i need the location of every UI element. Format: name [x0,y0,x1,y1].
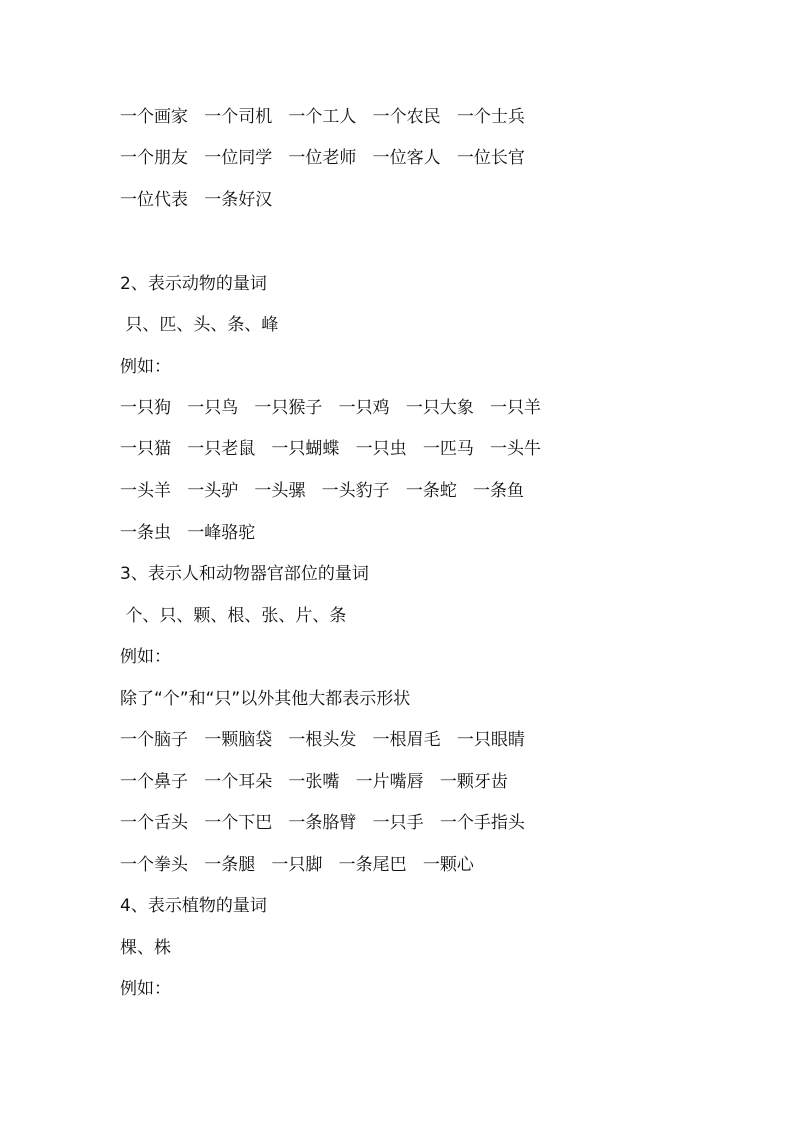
section-heading-organs: 3、表示人和动物器官部位的量词 [120,564,369,584]
organ-examples-line-1: 一个脑子 一颗脑袋 一根头发 一根眉毛 一只眼睛 [120,730,525,750]
animal-examples-line-4: 一条虫 一峰骆驼 [120,523,256,543]
example-label: 例如： [120,979,171,999]
example-label: 例如： [120,647,171,667]
organ-examples-line-3: 一个舌头 一个下巴 一条胳臂 一只手 一个手指头 [120,813,525,833]
animal-examples-line-1: 一只狗 一只鸟 一只猴子 一只鸡 一只大象 一只羊 [120,398,542,418]
animal-examples-line-2: 一只猫 一只老鼠 一只蝴蝶 一只虫 一匹马 一头牛 [120,439,542,459]
animal-classifiers: 只、匹、头、条、峰 [120,315,279,335]
example-label: 例如： [120,357,171,377]
animal-examples-line-3: 一头羊 一头驴 一头骡 一头豹子 一条蛇 一条鱼 [120,481,525,501]
section-heading-plants: 4、表示植物的量词 [120,896,267,916]
plant-classifiers: 棵、株 [120,938,171,958]
people-examples-line-2: 一个朋友 一位同学 一位老师 一位客人 一位长官 [120,148,525,168]
people-examples-line-3: 一位代表 一条好汉 [120,190,273,210]
organ-classifiers: 个、只、颗、根、张、片、条 [120,606,347,626]
organ-note: 除了“个”和“只”以外其他大都表示形状 [120,689,411,709]
organ-examples-line-4: 一个拳头 一条腿 一只脚 一条尾巴 一颗心 [120,855,474,875]
section-heading-animals: 2、表示动物的量词 [120,274,267,294]
people-examples-line-1: 一个画家 一个司机 一个工人 一个农民 一个士兵 [120,107,525,127]
organ-examples-line-2: 一个鼻子 一个耳朵 一张嘴 一片嘴唇 一颗牙齿 [120,772,508,792]
